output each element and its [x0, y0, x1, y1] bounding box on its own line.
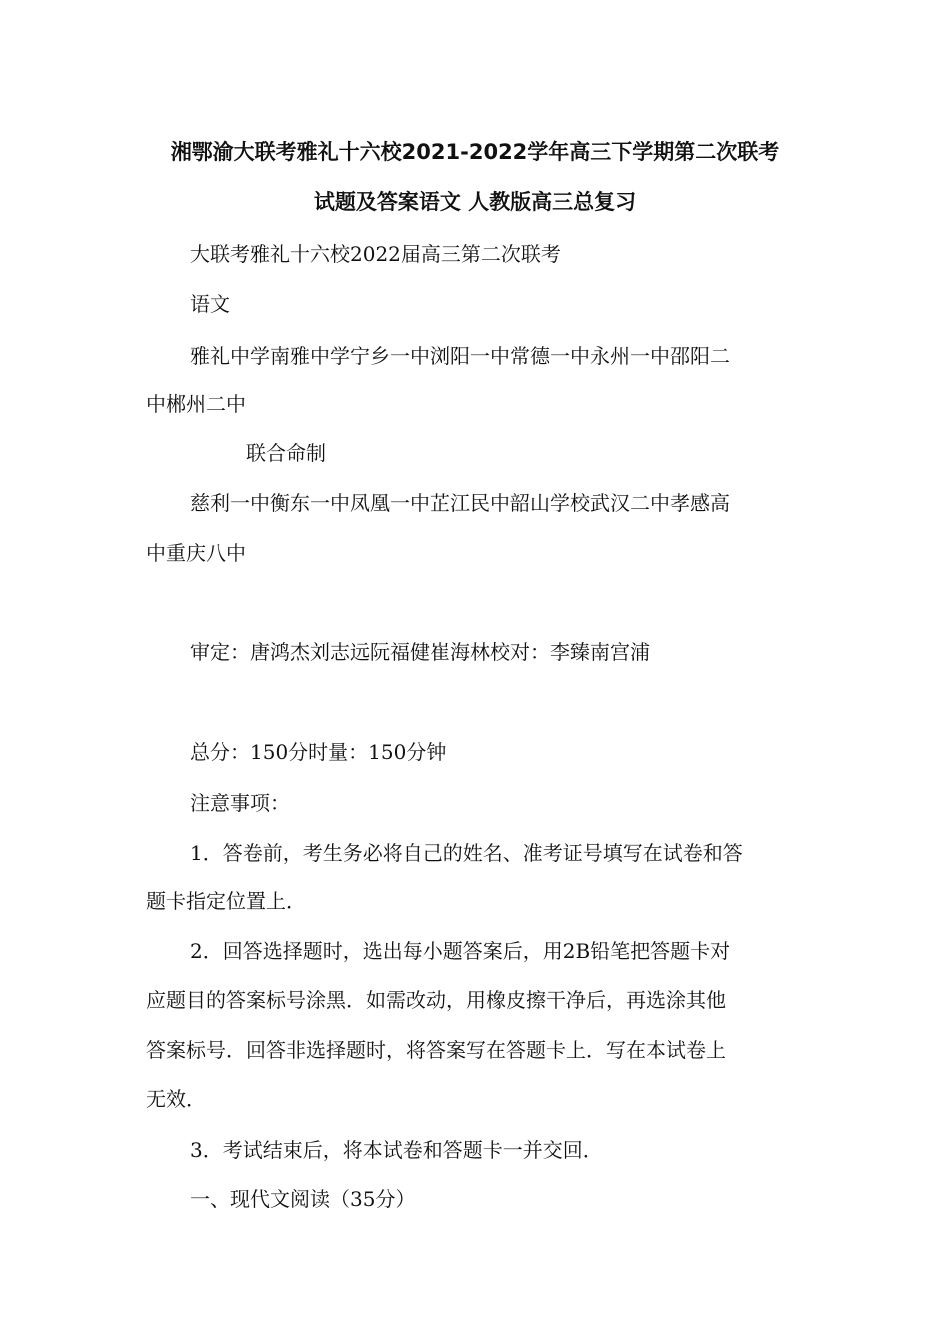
document-title-line-2: 试题及答案语文 人教版高三总复习: [313, 190, 637, 214]
notice-3-line: 3．考试结束后，将本试卷和答题卡一并交回．: [190, 1138, 603, 1162]
notice-heading: 注意事项：: [190, 791, 290, 815]
section-1-heading: 一、现代文阅读（35分）: [190, 1187, 416, 1211]
notice-2-line-1: 2．回答选择题时，选出每小题答案后，用2B铅笔把答题卡对: [190, 939, 731, 963]
document-title-line-1: 湘鄂渝大联考雅礼十六校2021-2022学年高三下学期第二次联考: [170, 140, 780, 164]
exam-header: 大联考雅礼十六校2022届高三第二次联考: [190, 242, 561, 266]
notice-2-line-3: 答案标号．回答非选择题时，将答案写在答题卡上．写在本试卷上: [146, 1038, 726, 1062]
notice-1-line-2: 题卡指定位置上．: [146, 889, 306, 913]
notice-1-line-1: 1．答卷前，考生务必将自己的姓名、准考证号填写在试卷和答: [190, 841, 743, 865]
schools-b-line-1: 慈利一中衡东一中凤凰一中芷江民中韶山学校武汉二中孝感高: [190, 491, 730, 515]
schools-a-line-2: 中郴州二中: [146, 392, 246, 416]
score-time-line: 总分：150分时量：150分钟: [190, 740, 447, 764]
schools-b-line-2: 中重庆八中: [146, 541, 246, 565]
joint-production-label: 联合命制: [246, 441, 326, 465]
schools-a-line-1: 雅礼中学南雅中学宁乡一中浏阳一中常德一中永州一中邵阳二: [190, 344, 730, 368]
reviewers-line: 审定：唐鸿杰刘志远阮福健崔海林校对：李臻南宫浦: [190, 640, 650, 664]
notice-2-line-2: 应题目的答案标号涂黑．如需改动，用橡皮擦干净后，再选涂其他: [146, 988, 726, 1012]
subject-label: 语文: [190, 292, 230, 316]
notice-2-line-4: 无效．: [146, 1087, 206, 1111]
